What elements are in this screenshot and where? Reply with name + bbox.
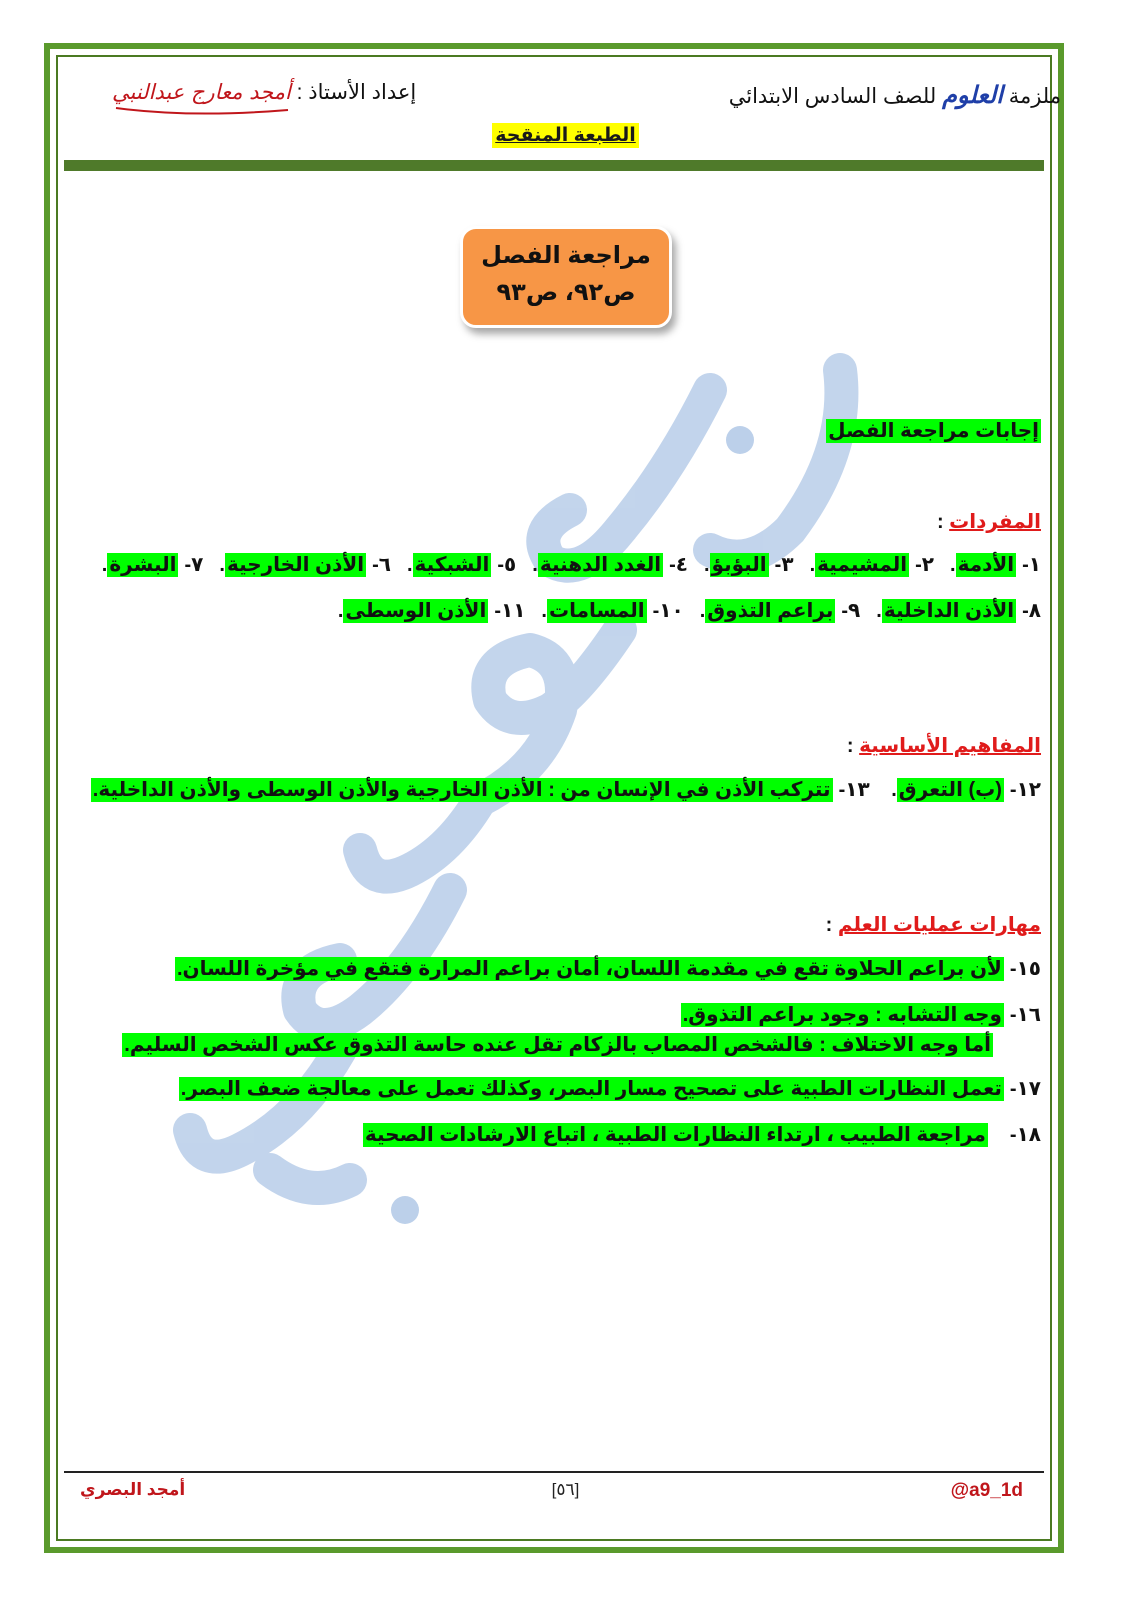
vocab-answer: الأدمة: [957, 554, 1015, 576]
header-divider: [64, 160, 1044, 171]
vocab-heading: المفردات :: [936, 511, 1041, 533]
vocab-answer: المسامات: [548, 600, 645, 622]
q13-number: ١٣-: [838, 779, 870, 801]
subject-suffix: للصف السادس الابتدائي: [728, 85, 937, 108]
q17-answer: تعمل النظارات الطبية على تصحيح مسار البصر، وكذلك تعمل على معالجة ضعف البصر.: [180, 1078, 1002, 1100]
vocab-number: ٣-: [774, 554, 794, 576]
footer-divider: [64, 1471, 1044, 1473]
edition-label: الطبعة المنقحة: [0, 124, 1131, 147]
author-name: أمجد معارج عبدالنبي: [112, 80, 291, 104]
q15-answer: لأن براعم الحلاوة تقع في مقدمة اللسان، أمان براعم المرارة فتقع في مؤخرة اللسان.: [176, 958, 1002, 980]
signature-swash: [112, 104, 292, 118]
vocab-row-2: ٨-الأذن الداخلية.٩-براعم التذوق.١٠-المسامات.١١-الأذن الوسطى.: [337, 600, 1041, 622]
answers-title: إجابات مراجعة الفصل: [828, 420, 1039, 442]
q18-answer: مراجعة الطبيب ، ارتداء النظارات الطبية ، اتباع الارشادات الصحية: [364, 1124, 986, 1146]
subject-prefix: ملزمة: [1008, 85, 1061, 108]
vocab-number: ٨-: [1022, 600, 1041, 622]
vocab-number: ٥-: [497, 554, 517, 576]
page-number: [٥٦]: [551, 1480, 580, 1499]
vocab-number: ٤-: [669, 554, 688, 576]
q18-item: [100, 1122, 1041, 1147]
author-line: [0, 80, 1131, 105]
review-box-title: مراجعة الفصل: [481, 242, 651, 269]
q16-item-b: [100, 1032, 993, 1057]
vocab-answer: الأذن الوسطى: [345, 600, 487, 622]
q16-number: ١٦-: [1009, 1004, 1041, 1026]
subject-brand: العلوم: [942, 80, 1003, 109]
q16-answer-a: وجه التشابه : وجود براعم التذوق.: [682, 1004, 1002, 1026]
q12-answer: (ب) التعرق: [898, 779, 1002, 801]
concepts-title: المفاهيم الأساسية: [859, 735, 1041, 757]
q15-number: ١٥-: [1009, 958, 1041, 980]
vocab-number: ٢-: [915, 554, 935, 576]
vocab-answer: المشيمية: [817, 554, 908, 576]
q12-number: ١٢-: [1009, 779, 1041, 801]
vocab-number: ١٠-: [652, 600, 684, 622]
concepts-answers: ١٢-(ب) التعرق. ١٣-تتركب الأذن في الإنسان من : الأذن الخارجية والأذن الوسطى والأذن الداخلية.: [92, 779, 1041, 801]
skills-title: مهارات عمليات العلم: [837, 914, 1041, 936]
footer-handle: @a9_1d: [950, 1480, 1023, 1501]
q16-item: [100, 1002, 1041, 1027]
vocab-number: ٦-: [372, 554, 391, 576]
chapter-review-box: [460, 226, 672, 328]
q17-item: [100, 1076, 1041, 1101]
vocab-answer: الشبكية: [414, 554, 490, 576]
concepts-heading: المفاهيم الأساسية :: [846, 735, 1041, 757]
footer-author: أمجد البصري: [80, 1480, 186, 1499]
vocab-answer: البشرة: [109, 554, 177, 576]
vocab-number: ٧-: [184, 554, 204, 576]
vocab-answer: الغدد الدهنية: [539, 554, 662, 576]
review-box-pages: ص٩٢، ص٩٣: [496, 279, 636, 306]
vocab-answer: الأذن الداخلية: [883, 600, 1015, 622]
vocab-answer: البؤبؤ: [711, 554, 767, 576]
vocab-row-1: ١-الأدمة.٢-المشيمية.٣-البؤبؤ.٤-الغدد الدهنية.٥-الشبكية.٦-الأذن الخارجية.٧-البشرة.: [101, 554, 1041, 576]
vocab-number: ١١-: [494, 600, 526, 622]
vocab-title: المفردات: [949, 511, 1041, 533]
vocab-number: ٩-: [841, 600, 861, 622]
q16-answer-b: أما وجه الاختلاف : فالشخص المصاب بالزكام تقل عنده حاسة التذوق عكس الشخص السليم.: [124, 1034, 991, 1056]
q18-number: ١٨-: [1009, 1124, 1041, 1146]
skills-heading: مهارات عمليات العلم :: [825, 914, 1041, 936]
q17-number: ١٧-: [1009, 1078, 1041, 1100]
q15-item: [100, 956, 1041, 981]
vocab-answer: الأذن الخارجية: [226, 554, 365, 576]
author-prefix: إعداد الأستاذ :: [296, 81, 417, 104]
q13-answer: تتركب الأذن في الإنسان من : الأذن الخارجية والأذن الوسطى والأذن الداخلية.: [92, 779, 831, 801]
vocab-answer: براعم التذوق: [707, 600, 834, 622]
vocab-number: ١-: [1022, 554, 1041, 576]
